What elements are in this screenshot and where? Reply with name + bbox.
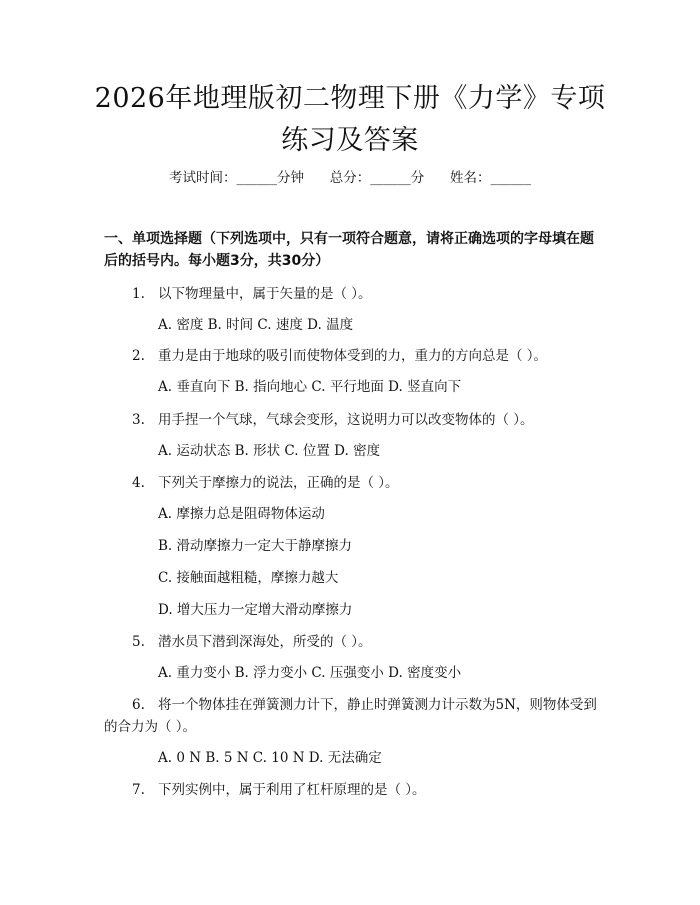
question-number: 2. [132, 348, 145, 364]
question-text: 以下物理量中，属于矢量的是（ ）。 [158, 286, 372, 302]
question-option-b: B. 滑动摩擦力一定大于静摩擦力 [158, 538, 353, 554]
question-4 [104, 472, 604, 494]
question-number: 5. [132, 634, 145, 650]
section-heading: 一、单项选择题（下列选项中，只有一项符合题意，请将正确选项的字母填在题后的括号内。每小题3分，共30分） [104, 231, 594, 269]
question-options: A. 0 N B. 5 N C. 10 N D. 无法确定 [158, 750, 382, 766]
question-text: 潜水员下潜到深海处，所受的（ ）。 [158, 634, 372, 650]
exam-time-label: 考试时间：______分钟 [169, 170, 304, 186]
question-5 [104, 631, 604, 653]
question-2 [104, 345, 604, 367]
question-text: 下列关于摩擦力的说法，正确的是（ ）。 [158, 475, 399, 491]
question-options: A. 运动状态 B. 形状 C. 位置 D. 密度 [158, 443, 381, 459]
question-option-a: A. 摩擦力总是阻碍物体运动 [158, 506, 325, 522]
question-number: 7. [132, 782, 145, 798]
question-text: 将一个物体挂在弹簧测力计下，静止时弹簧测力计示数为5N，则物体受到的合力为（ ）。 [104, 697, 597, 735]
question-option-c: C. 接触面越粗糙，摩擦力越大 [158, 570, 339, 586]
total-score-label: 总分：______分 [329, 170, 425, 186]
question-7 [104, 779, 604, 801]
question-options: A. 密度 B. 时间 C. 速度 D. 温度 [158, 317, 354, 333]
question-number: 3. [132, 412, 145, 428]
question-number: 6. [132, 697, 145, 713]
question-option-d: D. 增大压力一定增大滑动摩擦力 [158, 602, 353, 618]
question-6 [104, 694, 604, 738]
question-text: 下列实例中，属于利用了杠杆原理的是（ ）。 [158, 782, 426, 798]
question-number: 4. [132, 475, 145, 491]
question-options: A. 重力变小 B. 浮力变小 C. 压强变小 D. 密度变小 [158, 665, 462, 681]
exam-info-line [0, 168, 700, 188]
question-text: 重力是由于地球的吸引而使物体受到的力，重力的方向总是（ ）。 [158, 348, 548, 364]
question-3 [104, 409, 604, 431]
question-text: 用手捏一个气球，气球会变形，这说明力可以改变物体的（ ）。 [158, 412, 534, 428]
document-title: 2026年地理版初二物理下册《力学》专项练习及答案 [94, 83, 606, 156]
question-number: 1. [132, 286, 145, 302]
question-options: A. 垂直向下 B. 指向地心 C. 平行地面 D. 竖直向下 [158, 379, 462, 395]
question-1 [104, 283, 604, 305]
student-name-label: 姓名：______ [450, 170, 531, 186]
